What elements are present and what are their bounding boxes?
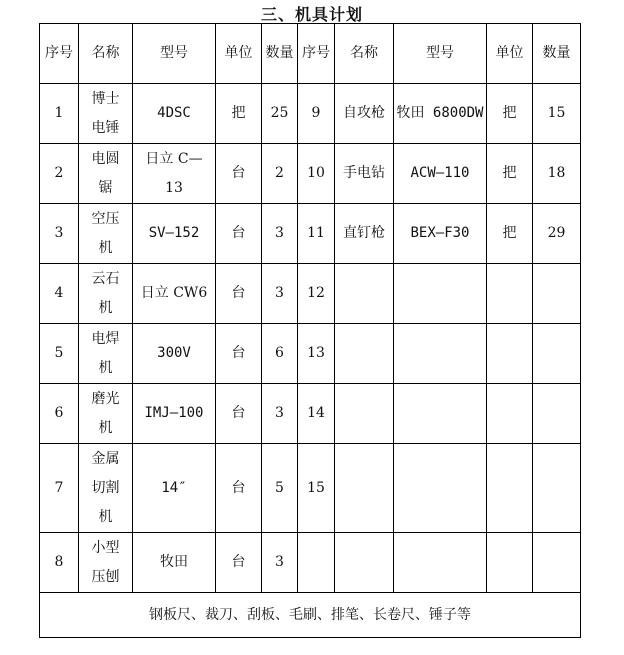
row-name: 云石机 (79, 264, 133, 324)
row-no-2: 11 (298, 204, 335, 264)
row-name: 磨光机 (79, 384, 133, 444)
header-cell-name-2: 名称 (335, 24, 394, 84)
table-row (40, 84, 581, 144)
row-model: SV—152 (133, 204, 216, 264)
header-cell-no-2: 序号 (298, 24, 335, 84)
row-qty-2: 29 (533, 204, 581, 264)
row-qty-2: 18 (533, 144, 581, 204)
header-cell-qty-2: 数量 (533, 24, 581, 84)
row-no: 2 (40, 144, 79, 204)
row-qty: 3 (262, 204, 298, 264)
row-qty-2 (533, 444, 581, 533)
row-name-2 (335, 444, 394, 533)
row-no-2: 9 (298, 84, 335, 144)
row-qty-2 (533, 384, 581, 444)
row-name-2 (335, 384, 394, 444)
row-model: 4DSC (133, 84, 216, 144)
row-qty: 2 (262, 144, 298, 204)
row-qty: 3 (262, 264, 298, 324)
row-model-2: ACW—110 (394, 144, 487, 204)
row-qty: 6 (262, 324, 298, 384)
row-model: 牧田 (133, 533, 216, 593)
table-row (40, 144, 581, 204)
row-unit-2: 把 (487, 204, 533, 264)
table-row (40, 264, 581, 324)
row-unit: 台 (216, 144, 262, 204)
table-row (40, 324, 581, 384)
row-no: 4 (40, 264, 79, 324)
row-unit-2 (487, 533, 533, 593)
row-unit-2 (487, 384, 533, 444)
header-cell-model: 型号 (133, 24, 216, 84)
row-model: IMJ—100 (133, 384, 216, 444)
row-name-2 (335, 533, 394, 593)
row-no: 5 (40, 324, 79, 384)
row-model: 300V (133, 324, 216, 384)
table-row (40, 384, 581, 444)
row-model: 日立 CW6 (133, 264, 216, 324)
row-name-2: 直钉枪 (335, 204, 394, 264)
table-row (40, 533, 581, 593)
table-row (40, 444, 581, 533)
row-no: 6 (40, 384, 79, 444)
row-no-2 (298, 533, 335, 593)
row-name: 电焊机 (79, 324, 133, 384)
row-name: 博士电锤 (79, 84, 133, 144)
row-name-2: 手电钻 (335, 144, 394, 204)
row-qty-2: 15 (533, 84, 581, 144)
row-unit: 台 (216, 533, 262, 593)
row-qty-2 (533, 264, 581, 324)
header-cell-qty: 数量 (262, 24, 298, 84)
row-unit-2 (487, 444, 533, 533)
row-unit: 台 (216, 384, 262, 444)
row-name: 电圆锯 (79, 144, 133, 204)
row-no: 8 (40, 533, 79, 593)
row-no-2: 15 (298, 444, 335, 533)
row-unit-2 (487, 264, 533, 324)
row-name: 空压机 (79, 204, 133, 264)
row-model-2 (394, 533, 487, 593)
row-qty-2 (533, 324, 581, 384)
page-title: 三、机具计划 (260, 5, 363, 24)
row-no-2: 14 (298, 384, 335, 444)
row-model-2 (394, 264, 487, 324)
row-name-2: 自攻枪 (335, 84, 394, 144)
row-no: 7 (40, 444, 79, 533)
row-unit: 台 (216, 204, 262, 264)
header-cell-unit: 单位 (216, 24, 262, 84)
row-qty: 25 (262, 84, 298, 144)
header-cell-name: 名称 (79, 24, 133, 84)
row-model: 日立 C—13 (133, 144, 216, 204)
row-no-2: 10 (298, 144, 335, 204)
row-unit: 台 (216, 444, 262, 533)
row-no: 3 (40, 204, 79, 264)
row-name: 小型压刨 (79, 533, 133, 593)
row-qty-2 (533, 533, 581, 593)
row-name-2 (335, 324, 394, 384)
table-row (40, 204, 581, 264)
header-cell-unit-2: 单位 (487, 24, 533, 84)
row-model-2 (394, 324, 487, 384)
row-qty: 3 (262, 384, 298, 444)
row-unit: 台 (216, 324, 262, 384)
row-name-2 (335, 264, 394, 324)
row-qty: 5 (262, 444, 298, 533)
equipment-plan-table (39, 23, 581, 638)
row-model-2 (394, 384, 487, 444)
row-model-2 (394, 444, 487, 533)
header-row (40, 24, 581, 84)
row-name: 金属切割机 (79, 444, 133, 533)
row-model-2: 牧田 6800DW (394, 84, 487, 144)
footer-note: 钢板尺、裁刀、刮板、毛刷、排笔、长卷尺、锤子等 (40, 593, 581, 638)
row-unit-2 (487, 324, 533, 384)
row-unit-2: 把 (487, 84, 533, 144)
row-unit: 台 (216, 264, 262, 324)
footer-row (40, 593, 581, 638)
row-model: 14″ (133, 444, 216, 533)
row-unit-2: 把 (487, 144, 533, 204)
row-qty: 3 (262, 533, 298, 593)
row-model-2: BEX—F30 (394, 204, 487, 264)
row-no: 1 (40, 84, 79, 144)
header-cell-model-2: 型号 (394, 24, 487, 84)
row-no-2: 12 (298, 264, 335, 324)
row-no-2: 13 (298, 324, 335, 384)
header-cell-no: 序号 (40, 24, 79, 84)
row-unit: 把 (216, 84, 262, 144)
